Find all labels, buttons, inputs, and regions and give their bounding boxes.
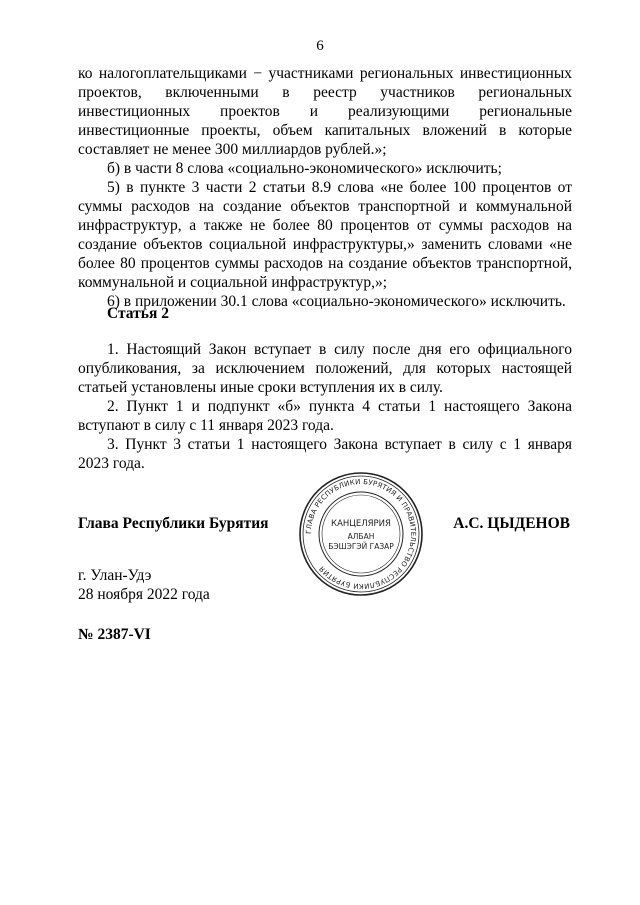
paragraph: 3. Пункт 3 статьи 1 настоящего Закона вступает в силу с 1 января 2023 года. bbox=[78, 436, 572, 472]
paragraph: 1. Настоящий Закон вступает в силу после дня его официального опубликования, за исключением положений, для которых настоящей статьей установлены иные сроки вступления их в силу. bbox=[78, 341, 572, 396]
signer-position: Глава Республики Бурятия bbox=[78, 515, 269, 532]
amendments-text bbox=[78, 64, 572, 311]
paragraph: 5) в пункте 3 части 2 статьи 8.9 слова «не более 100 процентов от суммы расходов на создание объектов транспортной и коммунальной инфраструктур, а также не более 80 процентов от суммы расходов на создание объектов социальной инфраструктуры,» заменить словами «не более 80 процентов суммы расходов на создание объектов транспортной, коммунальной и социальной инфраструктур,»; bbox=[78, 179, 572, 291]
article-body bbox=[78, 340, 572, 473]
signer-name: А.С. ЦЫДЕНОВ bbox=[453, 515, 570, 532]
official-seal-icon bbox=[297, 470, 425, 598]
seal-line-2: АЛБАН bbox=[347, 532, 375, 541]
signing-place: г. Улан-Удэ bbox=[78, 567, 152, 584]
seal-line-3: БЭШЭГЭЙ ГАЗАР bbox=[328, 542, 394, 551]
seal-line-1: КАНЦЕЛЯРИЯ bbox=[331, 519, 391, 529]
paragraph: б) в части 8 слова «социально-экономического» исключить; bbox=[107, 160, 502, 177]
page-number: 6 bbox=[316, 38, 324, 54]
paragraph: ко налогоплательщиками − участниками региональных инвестиционных проектов, включенными в реестр участников региональных инвестиционных проектов и реализующими региональные инвестиционные проекты, объем капитальных вложений в которые составляет не менее 300 миллиардов рублей.»; bbox=[78, 65, 572, 158]
signing-date: 28 ноября 2022 года bbox=[78, 586, 210, 603]
article-heading: Статья 2 bbox=[107, 305, 169, 322]
paragraph: 2. Пункт 1 и подпункт «б» пункта 4 статьи 1 настоящего Закона вступают в силу с 11 января 2023 года. bbox=[78, 398, 572, 434]
law-number: № 2387-VI bbox=[78, 626, 151, 643]
seal-ring-text: ГЛАВА РЕСПУБЛИКИ БУРЯТИЯ И ПРАВИТЕЛЬСТВО РЕСПУБЛИКИ БУРЯТИЯ bbox=[304, 477, 418, 591]
paragraph: 6) в приложении 30.1 слова «социально-экономического» исключить. bbox=[107, 293, 566, 310]
